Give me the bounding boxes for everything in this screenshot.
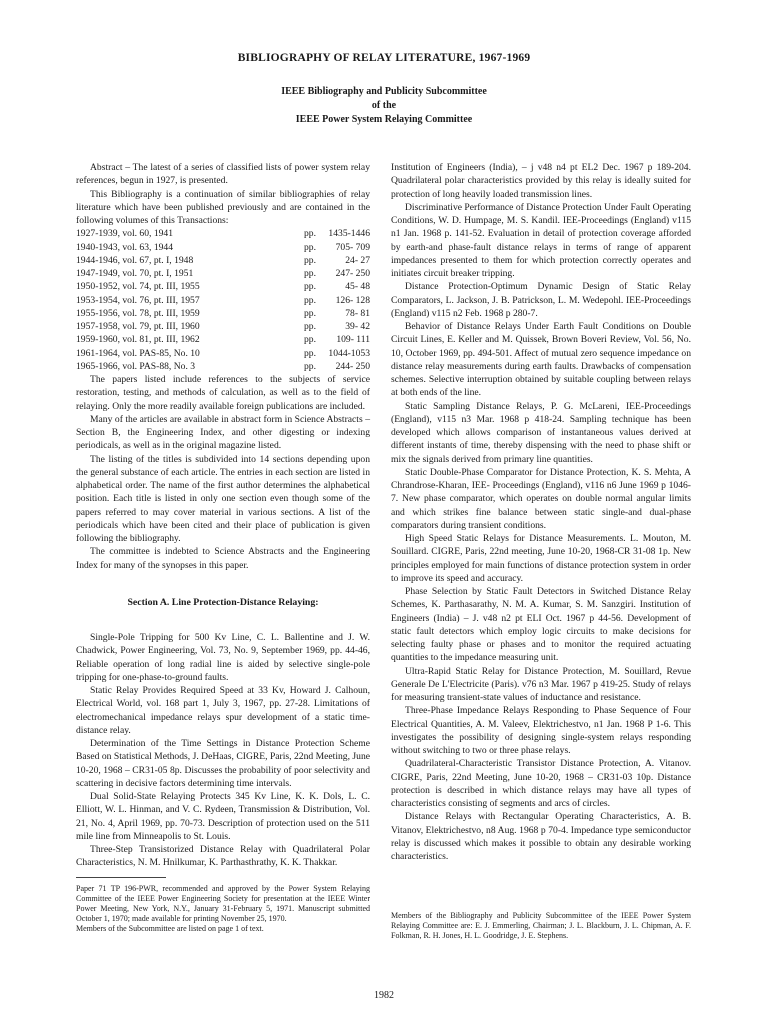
left-column: [76, 161, 370, 870]
volume-item: 1953-1954, vol. 76, pt. III, 1957 pp. 126- 128: [76, 294, 370, 306]
entry-paragraph: Phase Selection by Static Fault Detectors in Switched Distance Relay Schemes, K. Parthasarathy, N. M. A. Kumar, S. M. Sanzgiri. Institution of Engineers (India) – J. v48 n2 pt ELI Oct. 1967 p 44-56. Development of static fault detectors which employ logic circuits to make decisions for selecting faulty phase or phases and to monitor the required actuating quantities to the impedance measuring unit.: [391, 586, 691, 664]
abstract: Abstract – The latest of a series of classified lists of power system relay references, begun in 1927, is presented.: [76, 162, 370, 187]
volume-item: 1940-1943, vol. 63, 1944 pp. 705- 709: [76, 241, 370, 253]
volume-item: 1950-1952, vol. 74, pt. III, 1955 pp. 45- 48: [76, 281, 370, 293]
articles-paragraph: Many of the articles are available in abstract form in Science Abstracts – Section B, the Engineering Index, and other digesting or indexing periodicals, as well as in the original magazine listed.: [76, 413, 370, 452]
volume-item: 1944-1946, vol. 67, pt. I, 1948 pp. 24- 27: [76, 254, 370, 266]
entry-continuation: Institution of Engineers (India), – j v48 n4 pt EL2 Dec. 1967 p 189-204. Quadrilateral polar characteristics provided by this relay is ideally suited for protection of long heavily loaded transmission lines.: [391, 162, 691, 200]
entry-paragraph: Three-Phase Impedance Relays Responding to Phase Sequence of Four Electrical Quantities, A. M. Valeev, Elektrichestvo, n1 Jan. 1968 P 1-6. This investigates the possibility of designing single-system relays responding without switching to two or three phase relays.: [391, 705, 691, 756]
entry-paragraph: Ultra-Rapid Static Relay for Distance Protection, M. Souillard, Revue Generale De L'Electricite (Paris). v76 n3 Mar. 1967 p 419-25. Study of relays for measuring transient-state values of inductance and resistance.: [391, 665, 691, 703]
volume-item: 1965-1966, vol. PAS-88, No. 3 pp. 244- 250: [76, 360, 370, 372]
entry-paragraph: Distance Relays with Rectangular Operating Characteristics, A. B. Vitanov, Elektrichestvo, n8 Aug. 1968 p 70-4. Impedance type semiconductor relay is discussed which makes it possible to obtain any desirable working characteristics.: [391, 811, 691, 862]
page-title: BIBLIOGRAPHY OF RELAY LITERATURE, 1967-1969: [237, 52, 531, 64]
volume-item: 1947-1949, vol. 70, pt. I, 1951 pp. 247- 250: [76, 268, 370, 279]
entry-paragraph: Static Sampling Distance Relays, P. G. McLareni, IEE-Proceedings (England), v115 n3 Mar. 1968 p 418-24. Sampling technique has been developed which allows comparison of instantaneous values derived at different instants of time, thereby dispensing with the need to phase shift or mix the signals derived from primary line quantities.: [391, 400, 691, 465]
entry-paragraph: Three-Step Transistorized Distance Relay with Quadrilateral Polar Characteristics, N. M. Hnilkumar, K. Parthasthrathy, K. K. Thakkar.: [76, 844, 370, 869]
entry-paragraph: Distance Protection-Optimum Dynamic Design of Static Relay Comparators, L. Jackson, J. B. Patrickson, L. M. Wedepohl. IEE-Proceedings (England) v115 n2 Feb. 1968 p 280-7.: [391, 281, 691, 319]
subtitle-of: of the: [371, 100, 397, 111]
volume-item: 1927-1939, vol. 60, 1941 pp. 1435-1446: [76, 228, 370, 240]
committee-paragraph: The committee is indebted to Science Abstracts and the Engineering Index for many of the synopses in this paper.: [76, 546, 370, 571]
entry-paragraph: High Speed Static Relays for Distance Measurements. L. Mouton, M. Souillard. CIGRE, Paris, 22nd meeting, June 10-20, 1968-CR 31-08 1p. New principles employed for main functions of distance protection system in order to improve its speed and accuracy.: [391, 533, 691, 584]
right-column: [391, 161, 691, 863]
footnote-right: Members of the Bibliography and Publicity Subcommittee of the IEEE Power System Relaying Committee are: E. J. Emmerling, Chairman; J. L. Blackburn, J. L. Chipman, A. F. Folkman, R. H. Jones, H. L. Goodridge, J. E. Stephens.: [391, 911, 691, 940]
section-a-heading: Section A. Line Protection-Distance Relaying:: [127, 596, 319, 608]
listing-paragraph: The listing of the titles is subdivided into 14 sections depending upon the general substance of each article. The entries in each section are listed in alphabetical order. The name of the first author determines the alphabetical position. Each title is listed in only one section even though some of the papers referred to may cover material in various sections. A list of the periodicals which have been cited and their place of publication is given following the bibliography.: [76, 453, 370, 544]
entry-paragraph: Quadrilateral-Characteristic Transistor Distance Protection, A. Vitanov. CIGRE, Paris, 22nd Meeting, June 10-20, 1968 – CR31-03 10p. Distance protection is described in which distance relays may have all types of characteristics consisting of segments and arcs of circles.: [391, 758, 691, 809]
entry-paragraph: Discriminative Performance of Distance Protection Under Fault Operating Conditions, W. D. Humpage, M. S. Kandil. IEE-Proceedings (England) v115 n1 Jan. 1968 p. 141-52. Evaluation in detail of protection coverage afforded by earth-and phase-fault distance relays in terms of range of apparent impedances presented to them for which protection correctly operates and initiates circuit breaker tripping.: [391, 201, 691, 279]
volume-item: 1959-1960, vol. 81, pt. III, 1962 pp. 109- 111: [76, 334, 370, 346]
intro-paragraph: This Bibliography is a continuation of similar bibliographies of relay literature which have been published previously and are contained in the following volumes of this Transactions:: [76, 188, 370, 226]
footnote-divider: [76, 877, 166, 878]
volume-item: 1961-1964, vol. PAS-85, No. 10 pp. 1044-1053: [76, 347, 370, 359]
subtitle-committee: IEEE Power System Relaying Committee: [295, 114, 473, 125]
papers-paragraph: The papers listed include references to the subjects of service restoration, testing, and methods of calculation, as well as to the field of relaying. Only the more readily available foreign publications are included.: [76, 374, 370, 412]
subtitle-subcommittee: IEEE Bibliography and Publicity Subcommittee: [281, 86, 487, 97]
entry-paragraph: Determination of the Time Settings in Distance Protection Scheme Based on Statistical Methods, J. DeHaas, CIGRE, Paris, 22nd Meeting, June 10-20, 1968 – CR31-05 8p. Discusses the probability of poor selectivity and scattering in decisive factors determining time intervals.: [76, 738, 370, 789]
footnote-left: [76, 884, 370, 934]
entry-paragraph: Static Relay Provides Required Speed at 33 Kv, Howard J. Calhoun, Electrical World, vol. 168 part 1, July 3, 1967, pp. 27-28. Limitations of electromechanical impedance relays spur development of a static time-distance relay.: [76, 685, 370, 736]
paper-footnote: Paper 71 TP 196-PWR, recommended and approved by the Power System Relaying Committee of the IEEE Power Engineering Society for presentation at the IEEE Winter Power Meeting, New York, N.Y., January 31-February 5, 1971. Manuscript submitted October 1, 1970; made available for printing November 25, 1970.: [76, 884, 370, 923]
entry-paragraph: Single-Pole Tripping for 500 Kv Line, C. L. Ballentine and J. W. Chadwick, Power Engineering, Vol. 73, No. 9, September 1969, pp. 44-46, Reliable operation of long radial line is aided by selective single-pole tripping for one-phase-to-ground faults.: [76, 632, 370, 683]
volume-item: 1957-1958, vol. 79, pt. III, 1960 pp. 39- 42: [76, 321, 370, 332]
entry-paragraph: Dual Solid-State Relaying Protects 345 Kv Line, K. K. Dols, L. C. Elliott, W. L. Hinman, and V. C. Rydeen, Transmission & Distribution, Vol. 21, No. 4, April 1969, pp. 70-73. Description of protection used on the 511 mile line from Minneapolis to St. Louis.: [76, 791, 370, 842]
members-footnote: Members of the Subcommittee are listed on page 1 of text.: [76, 924, 264, 933]
volume-item: 1955-1956, vol. 78, pt. III, 1959 pp. 78- 81: [76, 307, 370, 319]
entry-paragraph: Behavior of Distance Relays Under Earth Fault Conditions on Double Circuit Lines, E. Keller and M. Quissek, Brown Boveri Review, Vol. 56, No. 10, October 1969, pp. 494-501. Affect of mutual zero sequence impedance on distance relay measurements during earth faults. Drawbacks of compensation schemes. Selective interruption obtained by suitable coupling between relays at both ends of the line.: [391, 321, 691, 399]
page-number: 1982: [374, 990, 394, 1001]
entry-paragraph: Static Double-Phase Comparator for Distance Protection, K. S. Mehta, A Chrandrose-Kharan, IEE- Proceedings (England), v116 n6 June 1969 p 1046-7. New phase comparator, which operates on double normal angular limits and which strikes fine balance between static single-and dual-phase comparators during transient conditions.: [391, 466, 691, 531]
volume-list: [76, 227, 370, 373]
